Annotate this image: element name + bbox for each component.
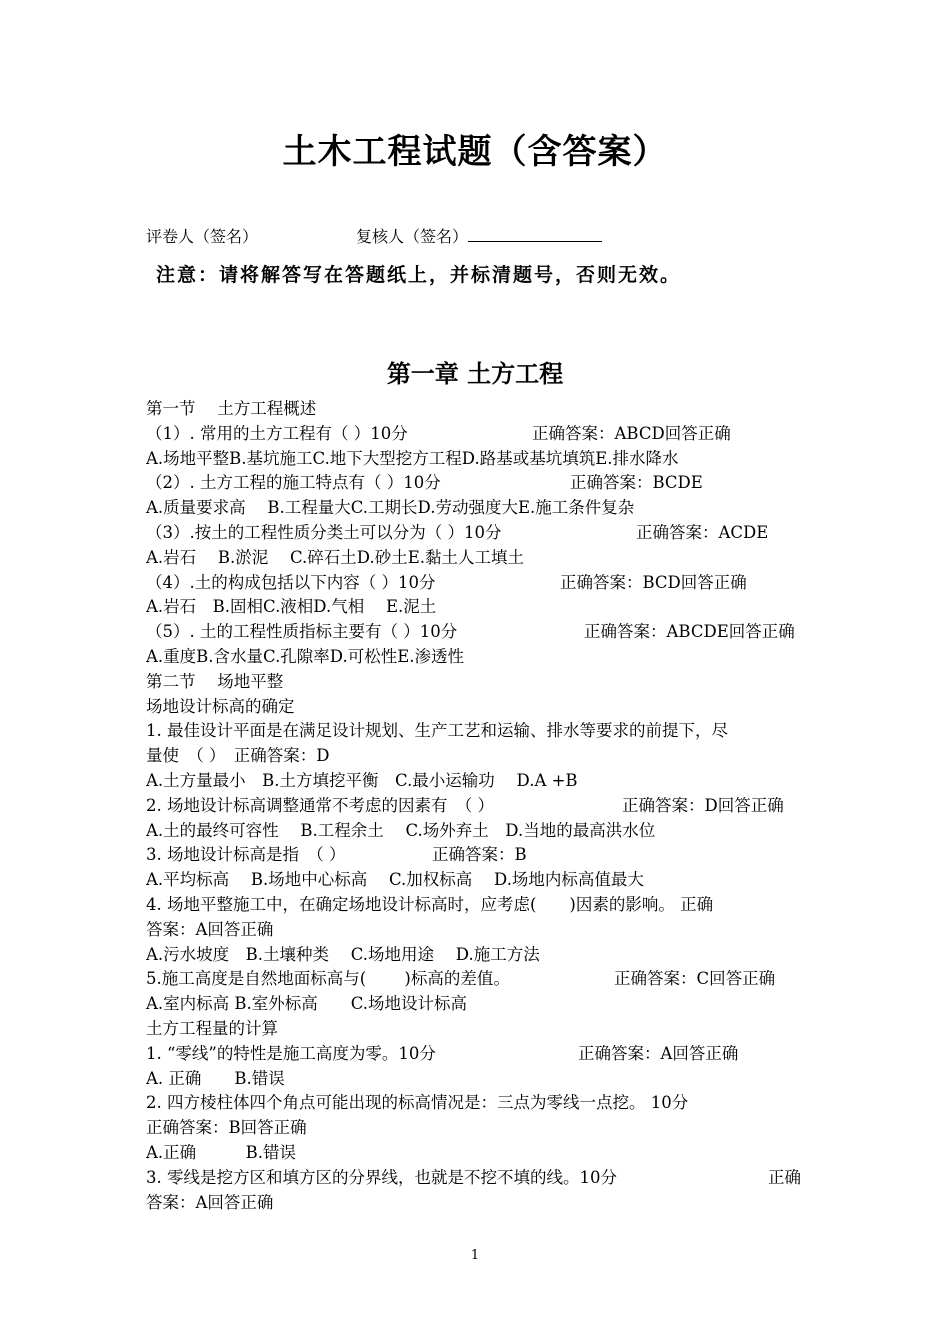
line-text: （4）.土的构成包括以下内容（ ）10分 xyxy=(146,572,436,592)
text-line xyxy=(146,744,812,769)
line-text: 2. 场地设计标高调整通常不考虑的因素有 （ ） xyxy=(146,795,494,815)
text-line xyxy=(146,1116,812,1141)
text-line xyxy=(146,645,812,670)
answer-text: 正确答案：D回答正确 xyxy=(622,795,784,815)
answer-text: 正确答案：ACDE xyxy=(636,522,769,542)
text-line xyxy=(146,1042,812,1067)
text-line xyxy=(146,719,812,744)
line-text: 正确答案：B回答正确 xyxy=(146,1118,307,1138)
line-text: （5）. 土的工程性质指标主要有（ ）10分 xyxy=(146,622,458,642)
line-text: A.质量要求高 B.工程量大C.工期长D.劳动强度大E.施工条件复杂 xyxy=(146,498,635,518)
text-line xyxy=(146,1091,812,1116)
line-text: 3. 场地设计标高是指 （ ） xyxy=(146,845,346,865)
text-line xyxy=(146,571,812,596)
answer-text: 正确答案：ABCDE回答正确 xyxy=(584,622,795,642)
text-line xyxy=(146,695,812,720)
text-line xyxy=(146,1017,812,1042)
line-text: A.土方量最小 B.土方填挖平衡 C.最小运输功 D.A +B xyxy=(146,770,578,790)
answer-text: 正确答案：C回答正确 xyxy=(614,969,776,989)
text-line xyxy=(146,620,812,645)
line-text: A.室内标高 B.室外标高 C.场地设计标高 xyxy=(146,994,468,1014)
line-text: 量使 （ ） 正确答案：D xyxy=(146,746,330,766)
chapter-heading: 第一章 土方工程 xyxy=(386,360,564,388)
rechecker-label: 复核人（签名） xyxy=(356,227,469,246)
line-text: 答案：A回答正确 xyxy=(146,1192,274,1212)
text-line xyxy=(146,496,812,521)
line-text: 1. 最佳设计平面是在满足设计规划、生产工艺和运输、排水等要求的前提下，尽 xyxy=(146,721,728,741)
text-line xyxy=(146,521,812,546)
answer-text: 正确答案：B xyxy=(432,845,527,865)
line-text: A.土的最终可容性 B.工程余土 C.场外弃土 D.当地的最高洪水位 xyxy=(146,820,656,840)
line-text: A.场地平整B.基坑施工C.地下大型挖方工程D.路基或基坑填筑E.排水降水 xyxy=(146,448,679,468)
text-line xyxy=(146,992,812,1017)
text-line xyxy=(146,1191,812,1216)
text-line xyxy=(146,843,812,868)
text-line xyxy=(146,893,812,918)
text-line xyxy=(146,595,812,620)
line-text: 答案：A回答正确 xyxy=(146,919,274,939)
answer-text: 正确答案：BCDE xyxy=(570,473,703,493)
answer-text: 正确答案：ABCD回答正确 xyxy=(532,423,731,443)
text-line xyxy=(146,471,812,496)
text-line xyxy=(146,1166,812,1191)
question-body xyxy=(146,397,812,1215)
line-text: （1）. 常用的土方工程有（ ）10分 xyxy=(146,423,408,443)
page-number: 1 xyxy=(470,1248,480,1263)
line-text: 第二节 场地平整 xyxy=(146,671,284,691)
text-line xyxy=(146,397,812,422)
answer-text: 正确 xyxy=(768,1167,801,1187)
line-text: A.平均标高 B.场地中心标高 C.加权标高 D.场地内标高值最大 xyxy=(146,870,644,890)
text-line xyxy=(146,1067,812,1092)
text-line xyxy=(146,546,812,571)
text-line xyxy=(146,670,812,695)
line-text: （3）.按土的工程性质分类土可以分为（ ）10分 xyxy=(146,522,502,542)
line-text: 1. “零线”的特性是施工高度为零。10分 xyxy=(146,1043,436,1063)
line-text: 土方工程量的计算 xyxy=(146,1018,278,1038)
reviewer-label: 评卷人（签名） xyxy=(146,227,259,246)
notice-text: 注意：请将解答写在答题纸上，并标清题号，否则无效。 xyxy=(156,264,682,286)
line-text: 3. 零线是挖方区和填方区的分界线，也就是不挖不填的线。10分 xyxy=(146,1167,617,1187)
text-line xyxy=(146,918,812,943)
line-text: A.重度B.含水量C.孔隙率D.可松性E.渗透性 xyxy=(146,646,464,666)
text-line xyxy=(146,943,812,968)
line-text: 5.施工高度是自然地面标高与( )标高的差值。 xyxy=(146,969,510,989)
line-text: A.污水坡度 B.土壤种类 C.场地用途 D.施工方法 xyxy=(146,944,540,964)
line-text: A.岩石 B.淤泥 C.碎石土D.砂土E.黏土人工填土 xyxy=(146,547,524,567)
line-text: A.正确 B.错误 xyxy=(146,1142,297,1162)
line-text: A. 正确 B.错误 xyxy=(146,1068,285,1088)
line-text: 第一节 土方工程概述 xyxy=(146,399,317,418)
signature-row xyxy=(146,224,602,247)
line-text: 场地设计标高的确定 xyxy=(146,696,295,716)
answer-text: 正确答案：A回答正确 xyxy=(578,1043,739,1063)
text-line xyxy=(146,447,812,472)
text-line xyxy=(146,769,812,794)
document-title: 土木工程试题（含答案） xyxy=(282,132,668,172)
text-line xyxy=(146,967,812,992)
signature-line xyxy=(468,227,602,242)
text-line xyxy=(146,1141,812,1166)
line-text: A.岩石 B.固相C.液相D.气相 E.泥土 xyxy=(146,597,437,617)
answer-text: 正确答案：BCD回答正确 xyxy=(560,572,747,592)
text-line xyxy=(146,422,812,447)
line-text: （2）. 土方工程的施工特点有（ ）10分 xyxy=(146,473,441,493)
text-line xyxy=(146,819,812,844)
line-text: 4. 场地平整施工中，在确定场地设计标高时，应考虑( )因素的影响。 正确 xyxy=(146,894,714,914)
text-line xyxy=(146,868,812,893)
line-text: 2. 四方棱柱体四个角点可能出现的标高情况是：三点为零线一点挖。 10分 xyxy=(146,1093,689,1113)
text-line xyxy=(146,794,812,819)
